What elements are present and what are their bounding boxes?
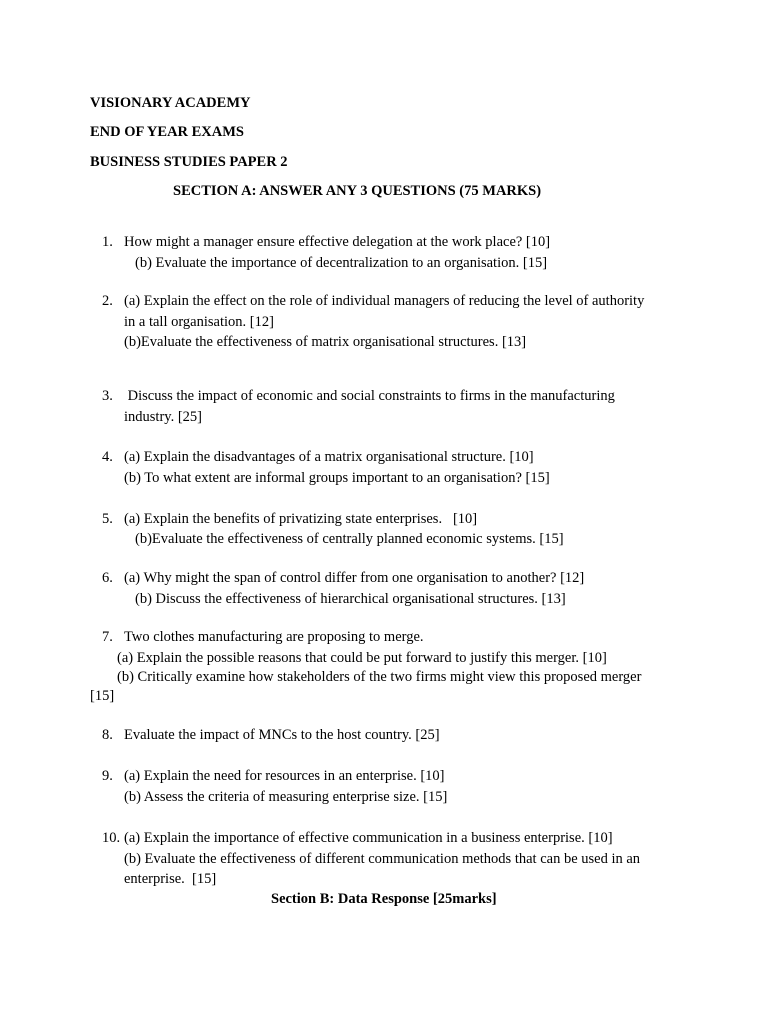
- question-text: (b) Discuss the effectiveness of hierarchical organisational structures. [13]: [135, 591, 566, 607]
- question-text: (b) Critically examine how stakeholders of the two firms might view this proposed merger: [117, 669, 642, 685]
- question-text: (a) Explain the benefits of privatizing state enterprises. [10]: [124, 511, 478, 527]
- question-text: [15]: [90, 688, 115, 704]
- question-text: (b) To what extent are informal groups important to an organisation? [15]: [124, 470, 550, 486]
- question-text: Two clothes manufacturing are proposing to merge.: [124, 629, 424, 645]
- question-text: (a) Explain the importance of effective communication in a business enterprise. [10]: [124, 830, 613, 846]
- question-text: (a) Why might the span of control differ from one organisation to another? [12]: [124, 570, 585, 586]
- question-text: (b)Evaluate the effectiveness of centrally planned economic systems. [15]: [135, 531, 564, 547]
- question-number: 4.: [102, 449, 113, 465]
- question-number: 2.: [102, 293, 113, 309]
- question-text: enterprise. [15]: [124, 871, 217, 887]
- question-text: Evaluate the impact of MNCs to the host country. [25]: [124, 727, 440, 743]
- section-b-heading: Section B: Data Response [25marks]: [271, 891, 497, 907]
- question-text: (b) Evaluate the effectiveness of different communication methods that can be used in an: [124, 851, 641, 867]
- school-name: VISIONARY ACADEMY: [90, 95, 251, 111]
- question-number: 7.: [102, 629, 113, 645]
- question-text: (a) Explain the disadvantages of a matrix organisational structure. [10]: [124, 449, 534, 465]
- question-number: 6.: [102, 570, 113, 586]
- question-text: How might a manager ensure effective delegation at the work place? [10]: [124, 234, 551, 250]
- exam-title: END OF YEAR EXAMS: [90, 124, 244, 140]
- question-number: 3.: [102, 388, 113, 404]
- question-text: (b) Evaluate the importance of decentralization to an organisation. [15]: [135, 255, 548, 271]
- section-a-heading: SECTION A: ANSWER ANY 3 QUESTIONS (75 MARKS): [173, 183, 542, 199]
- question-number: 8.: [102, 727, 113, 743]
- question-text: in a tall organisation. [12]: [124, 314, 274, 330]
- question-number: 9.: [102, 768, 113, 784]
- question-text: Discuss the impact of economic and social constraints to firms in the manufacturing: [124, 388, 615, 404]
- question-number: 10.: [102, 830, 121, 846]
- question-number: 5.: [102, 511, 113, 527]
- question-text: (a) Explain the effect on the role of individual managers of reducing the level of authority: [124, 293, 645, 309]
- question-text: (a) Explain the possible reasons that could be put forward to justify this merger. [10]: [117, 650, 607, 666]
- question-number: 1.: [102, 234, 113, 250]
- question-text: (a) Explain the need for resources in an enterprise. [10]: [124, 768, 445, 784]
- question-text: (b)Evaluate the effectiveness of matrix organisational structures. [13]: [124, 334, 527, 350]
- paper-title: BUSINESS STUDIES PAPER 2: [90, 154, 288, 170]
- question-text: (b) Assess the criteria of measuring enterprise size. [15]: [124, 789, 448, 805]
- question-text: industry. [25]: [124, 409, 202, 425]
